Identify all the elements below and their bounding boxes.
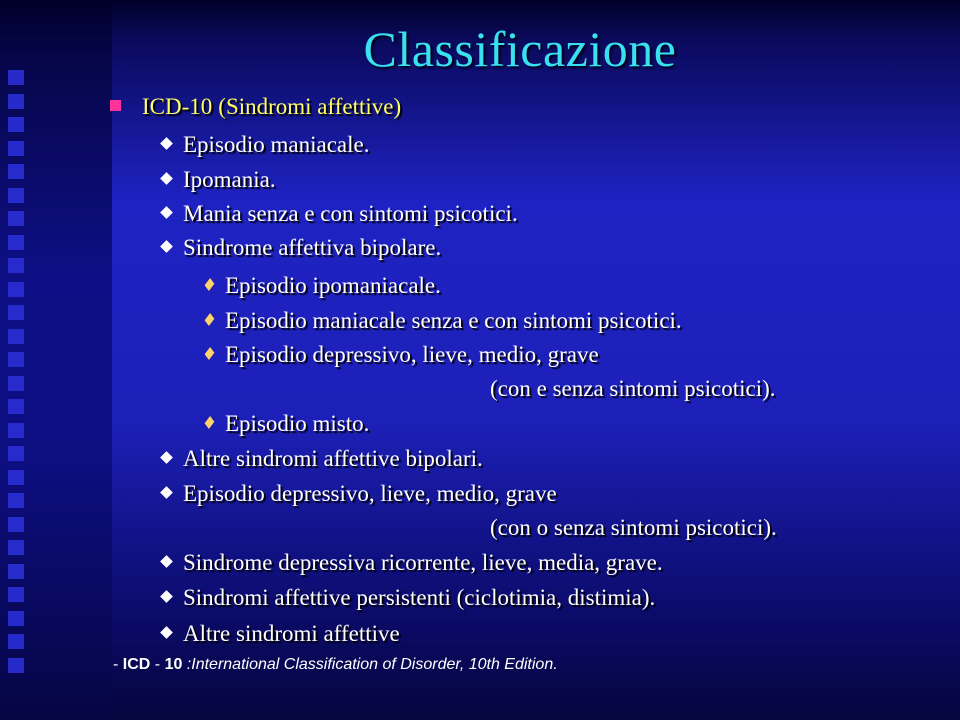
list-item — [203, 308, 682, 334]
small-diamond-bullet-icon — [205, 313, 215, 326]
diamond-bullet-icon — [160, 206, 173, 219]
list-item-text: Episodio misto. — [225, 411, 370, 436]
diamond-bullet-icon — [160, 626, 173, 639]
footnote-number: 10 — [164, 656, 183, 673]
list-item-text: Episodio depressivo, lieve, medio, grave — [183, 481, 557, 506]
list-item — [160, 621, 400, 647]
list-item — [160, 167, 276, 193]
list-item-level1 — [110, 94, 401, 120]
list-item-text: Ipomania. — [183, 167, 276, 192]
icd-description: (Sindromi affettive) — [218, 94, 402, 119]
list-item-continuation: (con e senza sintomi psicotici). — [490, 376, 776, 401]
list-item — [160, 550, 663, 576]
left-decorative-strip — [0, 0, 112, 720]
diamond-bullet-icon — [160, 555, 173, 568]
list-item-text: Altre sindromi affettive bipolari. — [183, 446, 483, 471]
list-item — [160, 132, 370, 158]
footnote — [113, 656, 558, 674]
small-diamond-bullet-icon — [205, 416, 215, 429]
list-item — [160, 446, 483, 472]
footnote-description: :International Classification of Disorder, 10th Edition. — [182, 656, 558, 673]
footnote-prefix: - — [113, 656, 123, 673]
list-item — [203, 411, 369, 437]
list-item-text: Episodio maniacale senza e con sintomi psicotici. — [225, 308, 682, 333]
list-item-text: Sindrome depressiva ricorrente, lieve, media, grave. — [183, 550, 663, 575]
list-item-text: Sindromi affettive persistenti (ciclotimia, distimia). — [183, 585, 656, 610]
footnote-separator: - — [150, 656, 165, 673]
small-diamond-bullet-icon — [205, 347, 215, 360]
list-item-text: Sindrome affettiva bipolare. — [183, 235, 442, 260]
list-item — [203, 273, 441, 299]
list-item — [160, 235, 441, 261]
decorative-squares — [8, 70, 26, 681]
list-item-continuation: (con o senza sintomi psicotici). — [490, 515, 777, 540]
diamond-bullet-icon — [160, 486, 173, 499]
list-item-text: Mania senza e con sintomi psicotici. — [183, 201, 518, 226]
diamond-bullet-icon — [160, 240, 173, 253]
list-item — [160, 201, 518, 227]
small-diamond-bullet-icon — [205, 278, 215, 291]
footnote-acronym: ICD — [122, 656, 151, 673]
list-item-text: Episodio depressivo, lieve, medio, grave — [225, 342, 599, 367]
list-item-text: Episodio ipomaniacale. — [225, 273, 441, 298]
list-item — [203, 342, 599, 368]
diamond-bullet-icon — [160, 137, 173, 150]
list-item — [160, 481, 557, 507]
diamond-bullet-icon — [160, 172, 173, 185]
icd-label: ICD-10 — [142, 94, 213, 119]
diamond-bullet-icon — [160, 590, 173, 603]
square-bullet-icon — [110, 100, 121, 111]
diamond-bullet-icon — [160, 451, 173, 464]
slide-title: Classificazione — [363, 21, 677, 77]
list-item — [160, 585, 655, 611]
list-item-text: Episodio maniacale. — [183, 132, 370, 157]
list-item-text: Altre sindromi affettive — [183, 621, 400, 646]
